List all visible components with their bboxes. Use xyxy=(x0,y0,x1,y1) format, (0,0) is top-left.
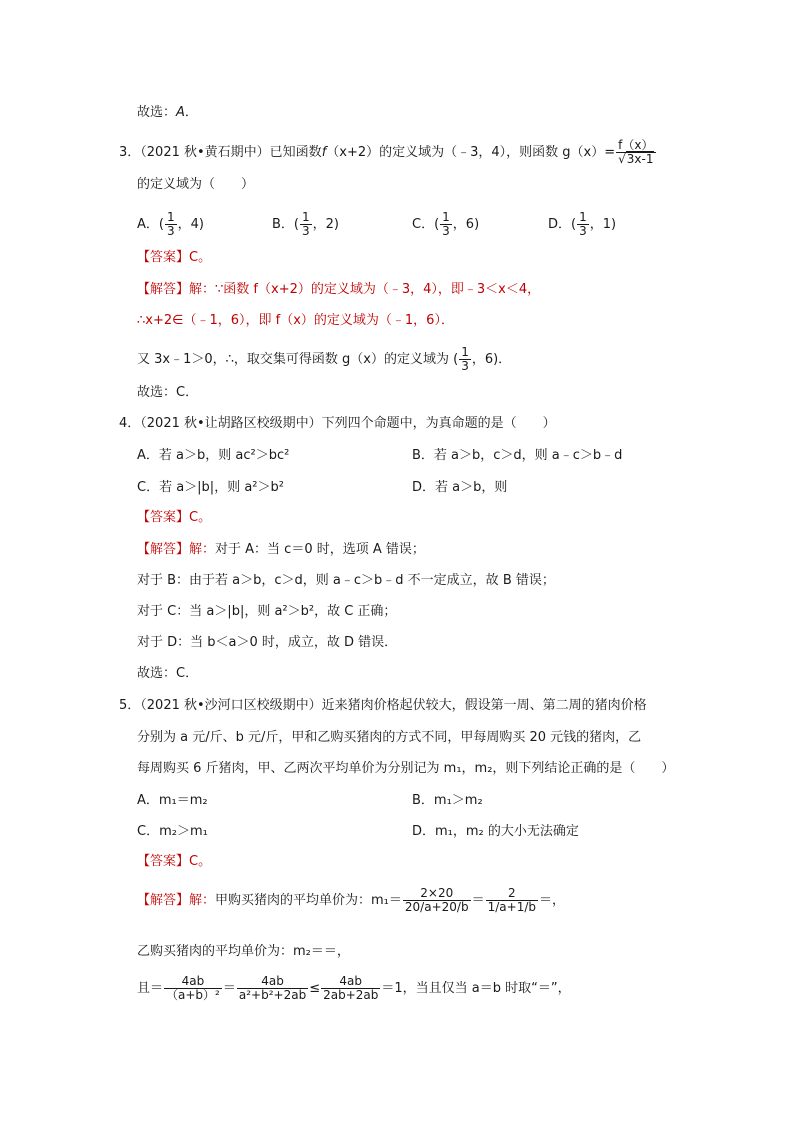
frac-den: 3 xyxy=(579,224,587,238)
question-source: （2021 秋•沙河口区校级期中） xyxy=(140,698,322,713)
q5-solution-line2: 乙购买猪肉的平均单价为：m₂＝＝， xyxy=(137,944,350,959)
solution-tag: 【解答】解： xyxy=(137,282,216,297)
q4-solution-line1 xyxy=(137,541,425,559)
g-denominator: √3x-1 xyxy=(618,152,654,166)
solution-text: 且＝ xyxy=(137,981,164,996)
option-label: A．( xyxy=(137,217,164,232)
m1-fraction xyxy=(403,887,471,914)
q4-option-d: D．若 a＞b，则 xyxy=(412,480,508,495)
solution-text: 又 3x﹣1＞0，∴，取交集可得函数 g（x）的定义域为 ( xyxy=(137,352,459,367)
den-part: 1/b xyxy=(516,900,536,914)
m1-fraction-2 xyxy=(486,887,538,914)
g-radicand: 3x-1 xyxy=(626,152,654,166)
q4-solution-line4: 对于 D：当 b＜a＞0 时，成立，故 D 错误． xyxy=(137,635,398,650)
option-label: C．( xyxy=(412,217,440,232)
frac-den: 3 xyxy=(442,224,450,238)
frac-num: 4ab xyxy=(321,975,380,989)
stem-text: （x+2）的定义域为（﹣3，4），则函数 g（x）= xyxy=(326,145,616,160)
frac-den: （a+b）² xyxy=(166,988,220,1002)
q3-solution-line3 xyxy=(137,346,511,373)
q4-option-b: B．若 a＞b，c＞d，则 a﹣c＞b﹣d xyxy=(412,448,623,463)
frac-num: 1 xyxy=(166,210,175,224)
frac-den: a²+b²+2ab xyxy=(238,988,307,1002)
leq-sign: ≤ xyxy=(309,981,321,996)
question-source: （2021 秋•黄石期中） xyxy=(140,145,270,160)
frac-den: 20/a+20/b xyxy=(404,900,469,914)
q5-option-d: D．m₁，m₂ 的大小无法确定 xyxy=(412,824,579,839)
frac-den: 3 xyxy=(461,359,469,373)
q3-solution-line2: ∴x+2∈（﹣1，6），即 f（x）的定义域为（﹣1，6）． xyxy=(137,313,454,328)
q4-solution-line3: 对于 C：当 a＞|b|，则 a²＞b²，故 C 正确； xyxy=(137,604,397,619)
g-numerator: f（x） xyxy=(616,139,655,153)
question-number: 3． xyxy=(119,145,141,160)
q4-solution-line2: 对于 B：由于若 a＞b，c＞d，则 a﹣c＞b﹣d 不一定成立，故 B 错误； xyxy=(137,573,555,588)
q5-stem-line3: 每周购买 6 斤猪肉，甲、乙两次平均单价为分别记为 m₁，m₂，则下列结论正确的是（ ） xyxy=(137,761,675,776)
q3-conclusion: 故选：C． xyxy=(137,385,199,400)
frac-num: 4ab xyxy=(237,975,308,989)
ratio-fraction-1 xyxy=(164,975,222,1002)
solution-text: 甲购买猪肉的平均单价为：m₁＝ xyxy=(215,893,402,908)
den-part: 1/a xyxy=(487,900,507,914)
q5-solution-line3: 且＝ $\frac{4ab}{\text{（a+b）²}}$ ＝ $\frac{4ab}{\text{a²+b²+2ab}}$ ≤ $\frac{4ab}{2ab+2ab}$ ＝1，当且仅当 a＝b 时取“＝”， xyxy=(137,974,571,1002)
solution-text: ，6)． xyxy=(471,352,512,367)
frac-num: 1 xyxy=(302,210,310,224)
ratio-fraction-3 xyxy=(321,975,380,1002)
option-label: B．( xyxy=(272,217,299,232)
option-fraction xyxy=(577,211,589,238)
q5-option-c: C．m₂＞m₁ xyxy=(137,824,208,839)
solution-text: ＝1，当且仅当 a＝b 时取“＝”， xyxy=(381,981,571,996)
option-label: D．( xyxy=(548,217,577,232)
q4-conclusion: 故选：C． xyxy=(137,666,199,681)
q4-option-c: C．若 a＞|b|，则 a²＞b² xyxy=(137,480,284,495)
question-source: （2021 秋•让胡路区校级期中） xyxy=(140,416,322,431)
solution-tag: 【解答】解： xyxy=(137,542,216,557)
q3-stem-line1 xyxy=(119,139,657,166)
g-fraction xyxy=(616,139,655,166)
frac-den: 1/a+1/b xyxy=(487,900,536,914)
q4-stem xyxy=(119,415,556,433)
stem-text: 近来猪肉价格起伏较大，假设第一周、第二周的猪肉价格 xyxy=(321,698,647,713)
solution-tag: 【解答】解： xyxy=(137,893,216,908)
solution-text: 对于 A：当 c＝0 时，选项 A 错误； xyxy=(215,542,425,557)
ratio-fraction-2 xyxy=(237,975,308,1002)
q3-solution-line1 xyxy=(137,281,540,299)
q5-option-b: B．m₁＞m₂ xyxy=(412,793,483,808)
question-number: 4． xyxy=(119,416,141,431)
stem-text: 下列四个命题中，为真命题的是（ ） xyxy=(321,416,556,431)
stem-f: f xyxy=(321,145,327,160)
frac-num: 1 xyxy=(461,345,469,359)
frac-num: 2×20 xyxy=(403,887,471,901)
q3-stem-line2: 的定义域为（ ） xyxy=(137,177,255,192)
frac-num: 4ab xyxy=(164,975,222,989)
stem-text: 已知函数 xyxy=(269,145,322,160)
conclusion-period: ． xyxy=(184,105,198,120)
option-tail: ，1) xyxy=(589,217,617,232)
q5-answer: 【答案】C。 xyxy=(137,854,212,869)
q5-solution-line1: 【解答】解：甲购买猪肉的平均单价为：m₁＝ $\frac{2\times 20}{20/a+20/b}$ ＝ $\frac{2}{1/a+1/b}$ ＝， xyxy=(137,886,565,914)
frac-num: 2 xyxy=(486,887,538,901)
frac-den: 2ab+2ab xyxy=(323,988,379,1002)
q2-conclusion xyxy=(137,104,198,122)
q3-answer: 【答案】C。 xyxy=(137,250,212,265)
q4-option-a: A．若 a＞b，则 ac²＞bc² xyxy=(137,448,290,463)
option-fraction xyxy=(165,211,177,238)
den-part: 20/a xyxy=(404,900,432,914)
q4-answer: 【答案】C。 xyxy=(137,510,212,525)
conclusion-label: 故选： xyxy=(137,105,177,120)
q3-option-c xyxy=(412,211,479,238)
den-part: 20/b xyxy=(441,900,469,914)
q5-option-a: A．m₁＝m₂ xyxy=(137,793,208,808)
solution-text: ∵函数 f（x+2）的定义域为（﹣3，4），即﹣3＜x＜4， xyxy=(215,282,541,297)
frac-den: 3 xyxy=(166,224,175,238)
q3-option-a xyxy=(137,211,204,238)
q5-stem-line2: 分别为 a 元/斤、b 元/斤，甲和乙购买猪肉的方式不同，甲每周购买 20 元钱的猪肉，乙 xyxy=(137,730,642,745)
frac-num: 1 xyxy=(579,210,587,224)
q3-option-b xyxy=(272,211,339,238)
option-tail: ，2) xyxy=(312,217,339,232)
option-fraction xyxy=(300,211,312,238)
frac-den: 3 xyxy=(302,224,310,238)
solution-fraction xyxy=(459,346,471,373)
q3-option-d xyxy=(548,211,616,238)
option-tail: ，4) xyxy=(177,217,204,232)
option-fraction xyxy=(440,211,452,238)
conclusion-answer: A xyxy=(176,105,185,120)
question-number: 5． xyxy=(119,698,141,713)
solution-text: ＝， xyxy=(538,893,565,908)
q5-stem-line1 xyxy=(119,697,647,715)
option-tail: ，6) xyxy=(452,217,480,232)
frac-num: 1 xyxy=(442,210,450,224)
